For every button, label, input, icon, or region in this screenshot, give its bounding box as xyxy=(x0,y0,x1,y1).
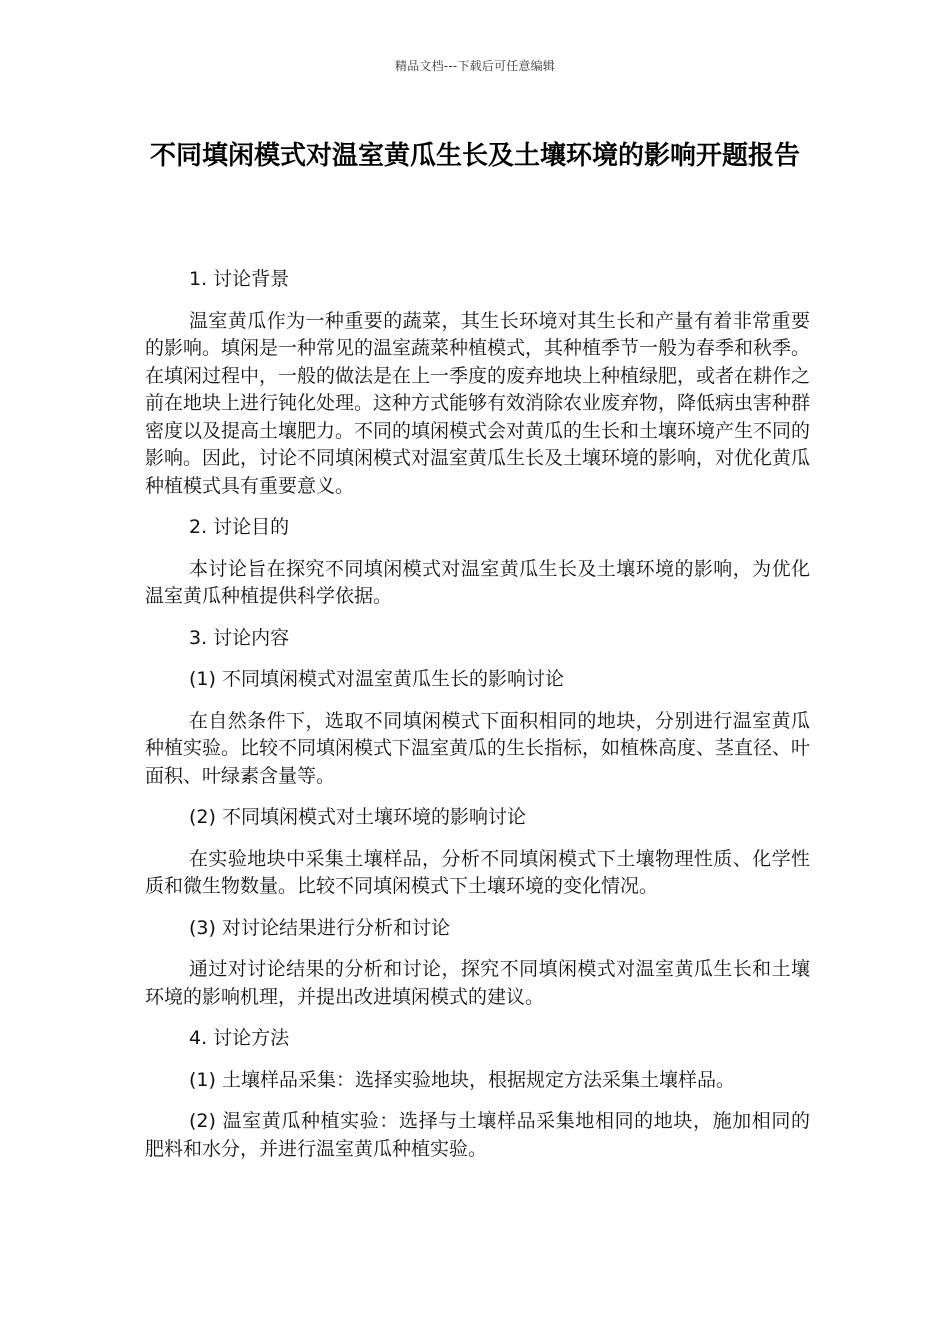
document-body xyxy=(145,266,810,1177)
document-title: 不同填闲模式对温室黄瓜生长及土壤环境的影响开题报告 xyxy=(149,141,800,171)
paragraph-purpose: 本讨论旨在探究不同填闲模式对温室黄瓜生长及土壤环境的影响，为优化温室黄瓜种植提供科学依据。 xyxy=(145,557,810,607)
paragraph-method-planting: (2) 温室黄瓜种植实验：选择与土壤样品采集地相同的地块，施加相同的肥料和水分，并进行温室黄瓜种植实验。 xyxy=(145,1110,810,1160)
section-heading-purpose: 2. 讨论目的 xyxy=(189,516,290,538)
subheading-growth-effect: (1) 不同填闲模式对温室黄瓜生长的影响讨论 xyxy=(189,668,564,690)
paragraph-soil-effect: 在实验地块中采集土壤样品，分析不同填闲模式下土壤物理性质、化学性质和微生物数量。比较不同填闲模式下土壤环境的变化情况。 xyxy=(145,847,810,897)
section-heading-methods: 4. 讨论方法 xyxy=(189,1027,290,1049)
paragraph-analysis: 通过对讨论结果的分析和讨论，探究不同填闲模式对温室黄瓜生长和土壤环境的影响机理，并提出改进填闲模式的建议。 xyxy=(145,958,810,1008)
page-header-note: 精品文档---下载后可任意编辑 xyxy=(395,59,555,73)
paragraph-method-soil-sampling: (1) 土壤样品采集：选择实验地块，根据规定方法采集土壤样品。 xyxy=(189,1068,735,1091)
subheading-soil-effect: (2) 不同填闲模式对土壤环境的影响讨论 xyxy=(189,806,526,828)
paragraph-background: 温室黄瓜作为一种重要的蔬菜，其生长环境对其生长和产量有着非常重要的影响。填闲是一种常见的温室蔬菜种植模式，其种植季节一般为春季和秋季。在填闲过程中，一般的做法是在上一季度的废弃地块上种植绿肥，或者在耕作之前在地块上进行钝化处理。这种方式能够有效消除农业废弃物，降低病虫害种群密度以及提高土壤肥力。不同的填闲模式会对黄瓜的生长和土壤环境产生不同的影响。因此，讨论不同填闲模式对温室黄瓜生长及土壤环境的影响，对优化黄瓜种植模式具有重要意义。 xyxy=(145,309,811,497)
paragraph-growth-effect: 在自然条件下，选取不同填闲模式下面积相同的地块，分别进行温室黄瓜种植实验。比较不同填闲模式下温室黄瓜的生长指标，如植株高度、茎直径、叶面积、叶绿素含量等。 xyxy=(145,709,811,787)
section-heading-background: 1. 讨论背景 xyxy=(189,268,290,290)
subheading-analysis: (3) 对讨论结果进行分析和讨论 xyxy=(189,916,450,939)
section-heading-content: 3. 讨论内容 xyxy=(189,626,290,649)
